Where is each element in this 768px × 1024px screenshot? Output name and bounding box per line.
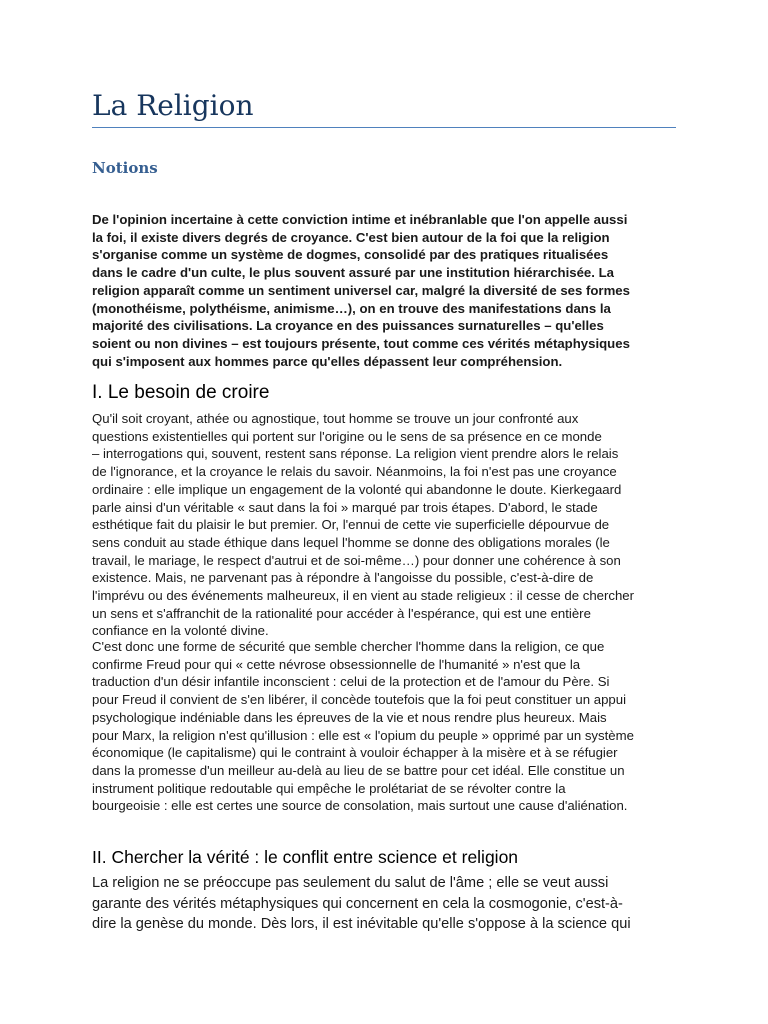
section-1-heading: I. Le besoin de croire: [92, 382, 270, 403]
intro-line: (monothéisme, polythéisme, animisme…), on en trouve des manifestations dans la: [92, 300, 611, 316]
intro-line: soient ou non divines – est toujours présente, tout comme ces vérités métaphysiques: [92, 335, 630, 351]
paragraph-line: travail, le mariage, le respect d'autrui et de soi-même…) pour donner une cohérence à son: [92, 552, 621, 568]
paragraph-line: parle ainsi d'un véritable « saut dans la foi » marqué par trois étapes. D'abord, le stade: [92, 499, 598, 515]
paragraph-line: garante des vérités métaphysiques qui concernent en cela la cosmogonie, c'est-à-: [92, 895, 623, 912]
intro-line: la foi, il existe divers degrés de croyance. C'est bien autour de la foi que la religion: [92, 229, 610, 245]
paragraph-line: bourgeoisie : elle est certes une source de consolation, mais surtout une cause d'aliénation.: [92, 798, 628, 814]
paragraph-line: de l'ignorance, et la croyance le relais du savoir. Néanmoins, la foi n'est pas une croyance: [92, 464, 617, 480]
paragraph-line: – interrogations qui, souvent, restent sans réponse. La religion vient prendre alors le relais: [92, 446, 619, 462]
section-1-paragraph-2: [92, 638, 676, 815]
paragraph-line: sens conduit au stade éthique dans lequel l'homme se donne des obligations morales (le: [92, 534, 610, 550]
paragraph-line: psychologique indéniable dans les épreuves de la vie et nous rendre plus heureux. Mais: [92, 709, 607, 725]
section-2-heading: II. Chercher la vérité : le conflit entre science et religion: [92, 847, 519, 867]
document-title: La Religion: [92, 89, 254, 122]
intro-line: dans le cadre d'un culte, le plus souvent assuré par une institution hiérarchisée. La: [92, 265, 614, 281]
paragraph-line: questions existentielles qui portent sur l'origine ou le sens de sa présence en ce monde: [92, 428, 602, 444]
paragraph-line: économique (le capitalisme) qui le contraint à vouloir échapper à la misère et à se réfugier: [92, 745, 618, 761]
paragraph-line: dire la genèse du monde. Dès lors, il est inévitable qu'elle s'oppose à la science qui: [92, 916, 631, 933]
paragraph-line: un sens et s'affranchit de la rationalité pour accéder à l'espérance, qui est une entière: [92, 605, 591, 621]
section-1-paragraph-1: [92, 410, 676, 640]
paragraph-line: ordinaire : elle implique un engagement de la volonté qui abandonne le doute. Kierkegaard: [92, 481, 622, 497]
paragraph-line: existence. Mais, ne parvenant pas à répondre à l'angoisse du possible, c'est-à-dire de: [92, 570, 594, 586]
intro-paragraph: [92, 211, 676, 370]
intro-line: religion apparaît comme un sentiment universel car, malgré la diversité de ses formes: [92, 282, 630, 298]
intro-line: De l'opinion incertaine à cette conviction intime et inébranlable que l'on appelle aussi: [92, 212, 628, 227]
paragraph-line: confiance en la volonté divine.: [92, 623, 269, 639]
paragraph-line: instrument politique redoutable qui empêche le prolétariat de se révolter contre la: [92, 780, 566, 796]
paragraph-line: esthétique fait du plaisir le but premier. Or, l'ennui de cette vie superficielle dépourvue de: [92, 517, 610, 533]
intro-line: qui s'imposent aux hommes parce qu'elles dépassent leur compréhension.: [92, 353, 563, 369]
paragraph-line: traduction d'un désir infantile inconscient : celui de la protection et de l'amour du Père. Si: [92, 674, 610, 690]
intro-line: majorité des civilisations. La croyance en des puissances surnaturelles – qu'elles: [92, 318, 604, 334]
paragraph-line: La religion ne se préoccupe pas seulement du salut de l'âme ; elle se veut aussi: [92, 875, 609, 891]
notions-subtitle: Notions: [92, 159, 158, 177]
paragraph-line: pour Freud il convient de s'en libérer, il concède toutefois que la foi peut constituer un appui: [92, 692, 627, 708]
paragraph-line: Qu'il soit croyant, athée ou agnostique, tout homme se trouve un jour confronté aux: [92, 411, 579, 426]
section-2-paragraph-1: [92, 873, 676, 935]
title-underline: [92, 127, 676, 128]
paragraph-line: pour Marx, la religion n'est qu'illusion : elle est « l'opium du peuple » opprimé par un système: [92, 727, 634, 743]
intro-line: s'organise comme un système de dogmes, consolidé par des pratiques ritualisées: [92, 247, 609, 263]
paragraph-line: confirme Freud pour qui « cette névrose obsessionnelle de l'humanité » n'est que la: [92, 656, 581, 672]
paragraph-line: C'est donc une forme de sécurité que semble chercher l'homme dans la religion, ce que: [92, 639, 605, 654]
paragraph-line: l'imprévu ou des événements malheureux, il en vient au stade religieux : il cesse de chercher: [92, 588, 635, 604]
paragraph-line: dans la promesse d'un meilleur au-delà au lieu de se battre pour cet idéal. Elle constitue un: [92, 762, 625, 778]
